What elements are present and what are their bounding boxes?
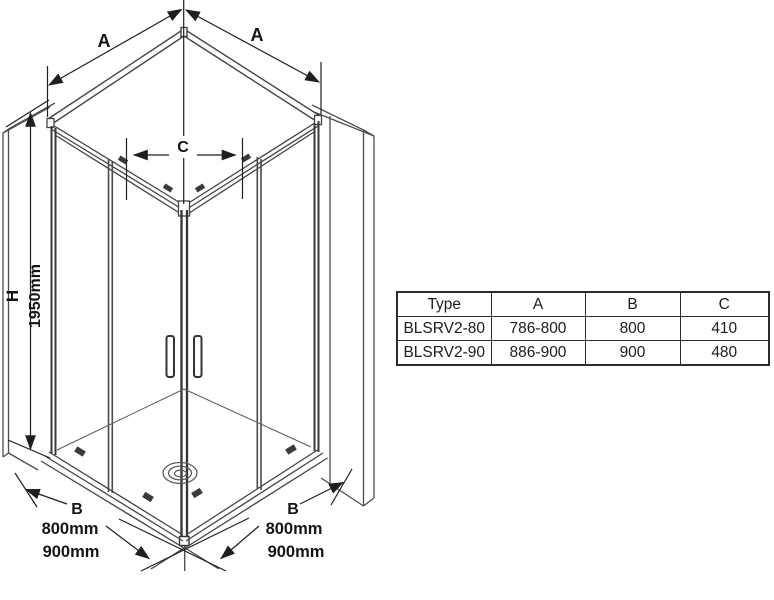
dim-label-b-right: B: [287, 501, 299, 518]
dim-label-b-left: B: [71, 501, 83, 518]
dim-label-900mm-right: 900mm: [267, 543, 325, 561]
spec-col-b: B: [585, 292, 680, 317]
spec-row-blsrv2-80: [397, 317, 769, 341]
dim-label-a-left: A: [97, 31, 111, 51]
spec-table-header-row: [397, 292, 769, 317]
right-wall-panel: [312, 105, 374, 506]
bottom-guides: [74, 444, 297, 502]
dim-label-800mm-right: 800mm: [265, 520, 323, 538]
spec-col-type: Type: [397, 292, 491, 317]
spec-col-c: C: [680, 292, 769, 317]
door-handles: [167, 336, 202, 377]
spec-cell: 786-800: [491, 317, 585, 341]
dim-label-900mm-left: 900mm: [42, 543, 100, 561]
spec-cell: BLSRV2-80: [397, 317, 491, 341]
spec-cell: 900: [585, 341, 680, 366]
corner-post: [180, 210, 190, 546]
dim-label-height-mm: 1950mm: [27, 263, 44, 329]
spec-table: [396, 291, 770, 366]
spec-cell: 480: [680, 341, 769, 366]
spec-row-blsrv2-90: [397, 341, 769, 366]
inner-tray-edges: [57, 389, 311, 450]
spec-cell: 410: [680, 317, 769, 341]
dim-label-c: C: [177, 139, 189, 156]
frame-posts: [52, 121, 319, 455]
spec-col-a: A: [491, 292, 585, 317]
spec-cell: 886-900: [491, 341, 585, 366]
dimension-lines: [6, 0, 352, 571]
dim-label-a-right: A: [250, 25, 264, 45]
spec-cell: BLSRV2-90: [397, 341, 491, 366]
dim-label-800mm-left: 800mm: [41, 520, 99, 538]
spec-cell: 800: [585, 317, 680, 341]
dim-label-h: H: [3, 289, 22, 303]
drain: [163, 463, 197, 484]
